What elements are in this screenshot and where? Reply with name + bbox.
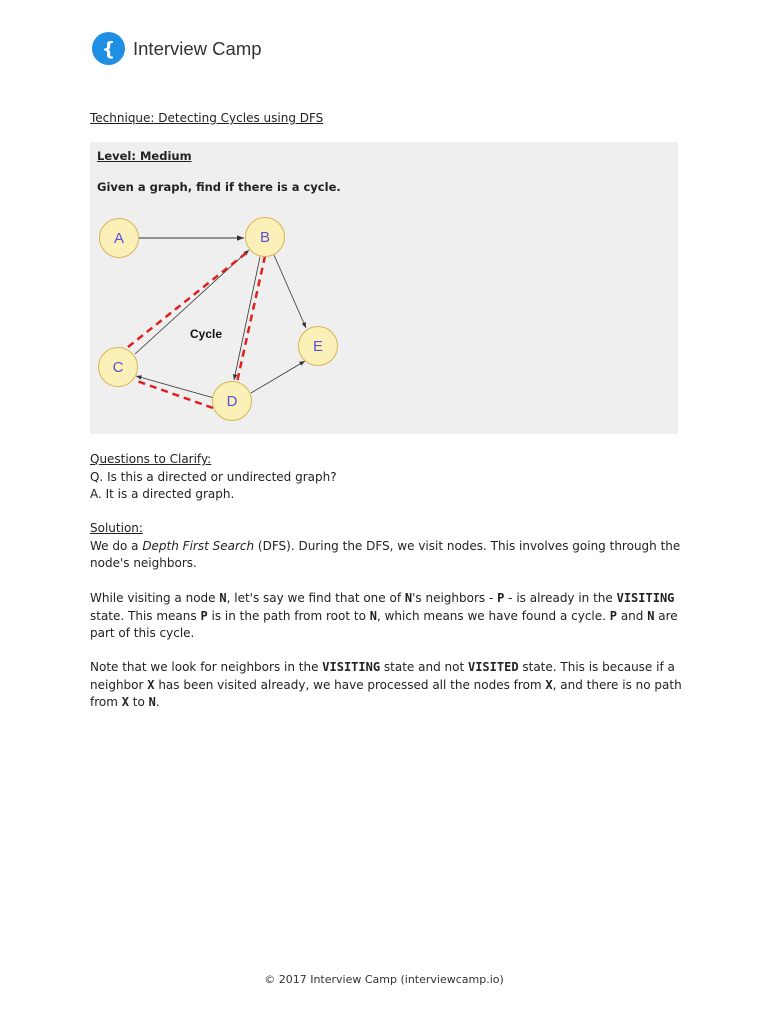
cycle-path-c-b bbox=[128, 250, 250, 347]
clarify-heading: Questions to Clarify: bbox=[90, 452, 212, 466]
svg-text:C: C bbox=[112, 359, 124, 376]
difficulty-level: Level: Medium bbox=[97, 149, 192, 163]
svg-text:D: D bbox=[226, 393, 238, 410]
clarify-section bbox=[90, 451, 690, 504]
clarify-answer: A. It is a directed graph. bbox=[90, 487, 235, 501]
node-e bbox=[299, 327, 338, 366]
node-d bbox=[213, 382, 252, 421]
clarify-question: Q. Is this a directed or undirected graph? bbox=[90, 469, 337, 484]
curly-brace-logo-icon: { bbox=[92, 32, 125, 65]
cycle-label: Cycle bbox=[190, 327, 223, 341]
page-footer: © 2017 Interview Camp (interviewcamp.io) bbox=[264, 973, 504, 986]
solution-paragraph-3: Note that we look for neighbors in the VISITING state and not VISITED state. This is because if a neighbor X has been visited already, we have processed all the nodes from X, and there is no path from X to N. bbox=[90, 660, 682, 709]
svg-text:B: B bbox=[259, 229, 271, 246]
svg-text:A: A bbox=[113, 230, 125, 247]
edge-b-d bbox=[234, 257, 260, 380]
brand-logo bbox=[92, 32, 262, 65]
problem-prompt: Given a graph, find if there is a cycle. bbox=[97, 180, 341, 194]
solution-paragraph-1: We do a Depth First Search (DFS). During the DFS, we visit nodes. This involves going through the node's neighbors. bbox=[90, 538, 681, 570]
edge-b-e bbox=[274, 255, 306, 328]
solution-paragraph-2: While visiting a node N, let's say we find that one of N's neighbors - P - is already in the VISITING state. This means P is in the path from root to N, which means we have found a cycle. P and N are part of this cycle. bbox=[90, 591, 678, 640]
technique-heading: Technique: Detecting Cycles using DFS bbox=[90, 111, 324, 125]
node-b bbox=[246, 218, 285, 257]
solution-heading: Solution: bbox=[90, 521, 143, 535]
svg-text:E: E bbox=[312, 338, 324, 355]
edge-d-e bbox=[251, 361, 305, 393]
problem-box bbox=[90, 142, 678, 434]
cycle-path-b-d bbox=[237, 256, 265, 382]
node-c bbox=[99, 348, 138, 387]
brand-name: Interview Camp bbox=[133, 37, 262, 59]
node-a bbox=[100, 219, 139, 258]
solution-section bbox=[90, 520, 690, 573]
